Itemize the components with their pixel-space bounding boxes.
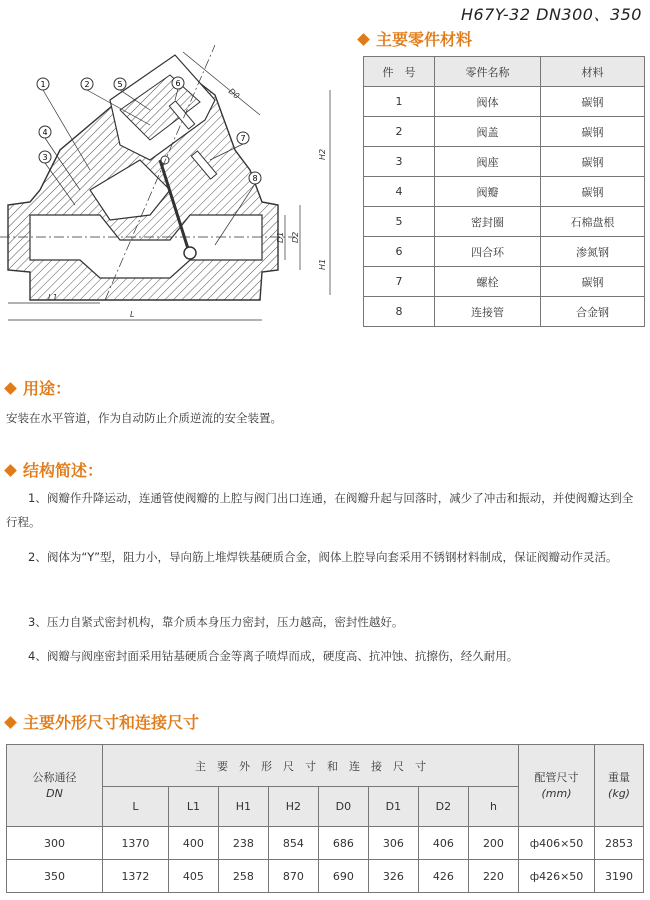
table-row: 6 四合环 渗氮钢 <box>364 237 645 267</box>
dim-h2: H2 <box>318 148 327 160</box>
callout-6: 6 <box>175 79 181 88</box>
table-row: 350 1372 405 258 870 690 326 426 220 ф426×50 3190 <box>7 860 644 893</box>
structure-item-1: 1、阀瓣作升降运动，连通管使阀瓣的上腔与阀门出口连通，在阀瓣升起与回落时，减少了冲击和振动，并使阀瓣达到全行程。 <box>6 491 634 529</box>
dn-header: 公称通径 DN <box>7 745 103 827</box>
table-row: 1 阀体 碳钢 <box>364 87 645 117</box>
table-row: 300 1370 400 238 854 686 306 406 200 ф406×50 2853 <box>7 827 644 860</box>
col-d2: D2 <box>418 787 468 827</box>
structure-item-2: 2、阀体为“Y”型，阻力小，导向筋上堆焊铁基硬质合金，阀体上腔导向套采用不锈钢材料制成，保证阀瓣动作灵活。 <box>28 550 618 564</box>
table-row: 5 密封圈 石棉盘根 <box>364 207 645 237</box>
dim-d0: D0 <box>226 86 242 101</box>
table-row: 8 连接管 合金钢 <box>364 297 645 327</box>
valve-drawing <box>0 40 340 340</box>
table-row: 2 阀盖 碳钢 <box>364 117 645 147</box>
callout-4: 4 <box>42 128 48 137</box>
usage-text: 安装在水平管道，作为自动防止介质逆流的安全装置。 <box>6 411 282 425</box>
parts-col-name: 零件名称 <box>435 57 541 87</box>
diamond-bullet-icon <box>4 716 17 729</box>
callout-2: 2 <box>84 80 90 89</box>
dim-l: L <box>130 310 135 319</box>
col-l: L <box>103 787 169 827</box>
pipe-header: 配管尺寸 (mm) <box>519 745 595 827</box>
table-row: 3 阀座 碳钢 <box>364 147 645 177</box>
dim-d1: D1 <box>276 231 285 243</box>
col-h2: H2 <box>268 787 318 827</box>
dim-h1: H1 <box>318 258 327 270</box>
dims-heading: 主要外形尺寸和连接尺寸 <box>6 710 199 733</box>
usage-heading: 用途： <box>6 376 71 399</box>
table-row: 4 阀瓣 碳钢 <box>364 177 645 207</box>
col-d0: D0 <box>318 787 368 827</box>
group-header: 主 要 外 形 尺 寸 和 连 接 尺 寸 <box>103 745 519 787</box>
table-row: 7 螺栓 碳钢 <box>364 267 645 297</box>
callout-8: 8 <box>252 174 258 183</box>
weight-header: 重量 (kg) <box>595 745 644 827</box>
page-title: H67Y-32 DN300、350 <box>460 5 642 24</box>
callout-1: 1 <box>40 80 46 89</box>
diamond-bullet-icon <box>357 33 370 46</box>
dims-table <box>6 744 644 893</box>
callout-7: 7 <box>240 134 246 143</box>
dim-l1: L1 <box>48 293 58 302</box>
col-h: h <box>468 787 518 827</box>
structure-heading: 结构简述： <box>6 458 103 481</box>
structure-item-3: 3、压力自紧式密封机构，靠介质本身压力密封，压力越高，密封性越好。 <box>28 615 404 629</box>
col-d1: D1 <box>368 787 418 827</box>
diamond-bullet-icon <box>4 464 17 477</box>
col-h1: H1 <box>218 787 268 827</box>
dim-d2: D2 <box>291 231 300 243</box>
parts-heading: 主要零件材料 <box>359 27 472 50</box>
diamond-bullet-icon <box>4 382 17 395</box>
parts-col-no: 件 号 <box>364 57 435 87</box>
parts-table <box>363 56 645 327</box>
parts-col-material: 材料 <box>541 57 645 87</box>
callout-3: 3 <box>42 153 48 162</box>
structure-item-4: 4、阀瓣与阀座密封面采用钴基硬质合金等离子喷焊而成，硬度高、抗冲蚀、抗擦伤，经久耐用。 <box>28 649 519 663</box>
callout-5: 5 <box>117 80 123 89</box>
col-l1: L1 <box>168 787 218 827</box>
